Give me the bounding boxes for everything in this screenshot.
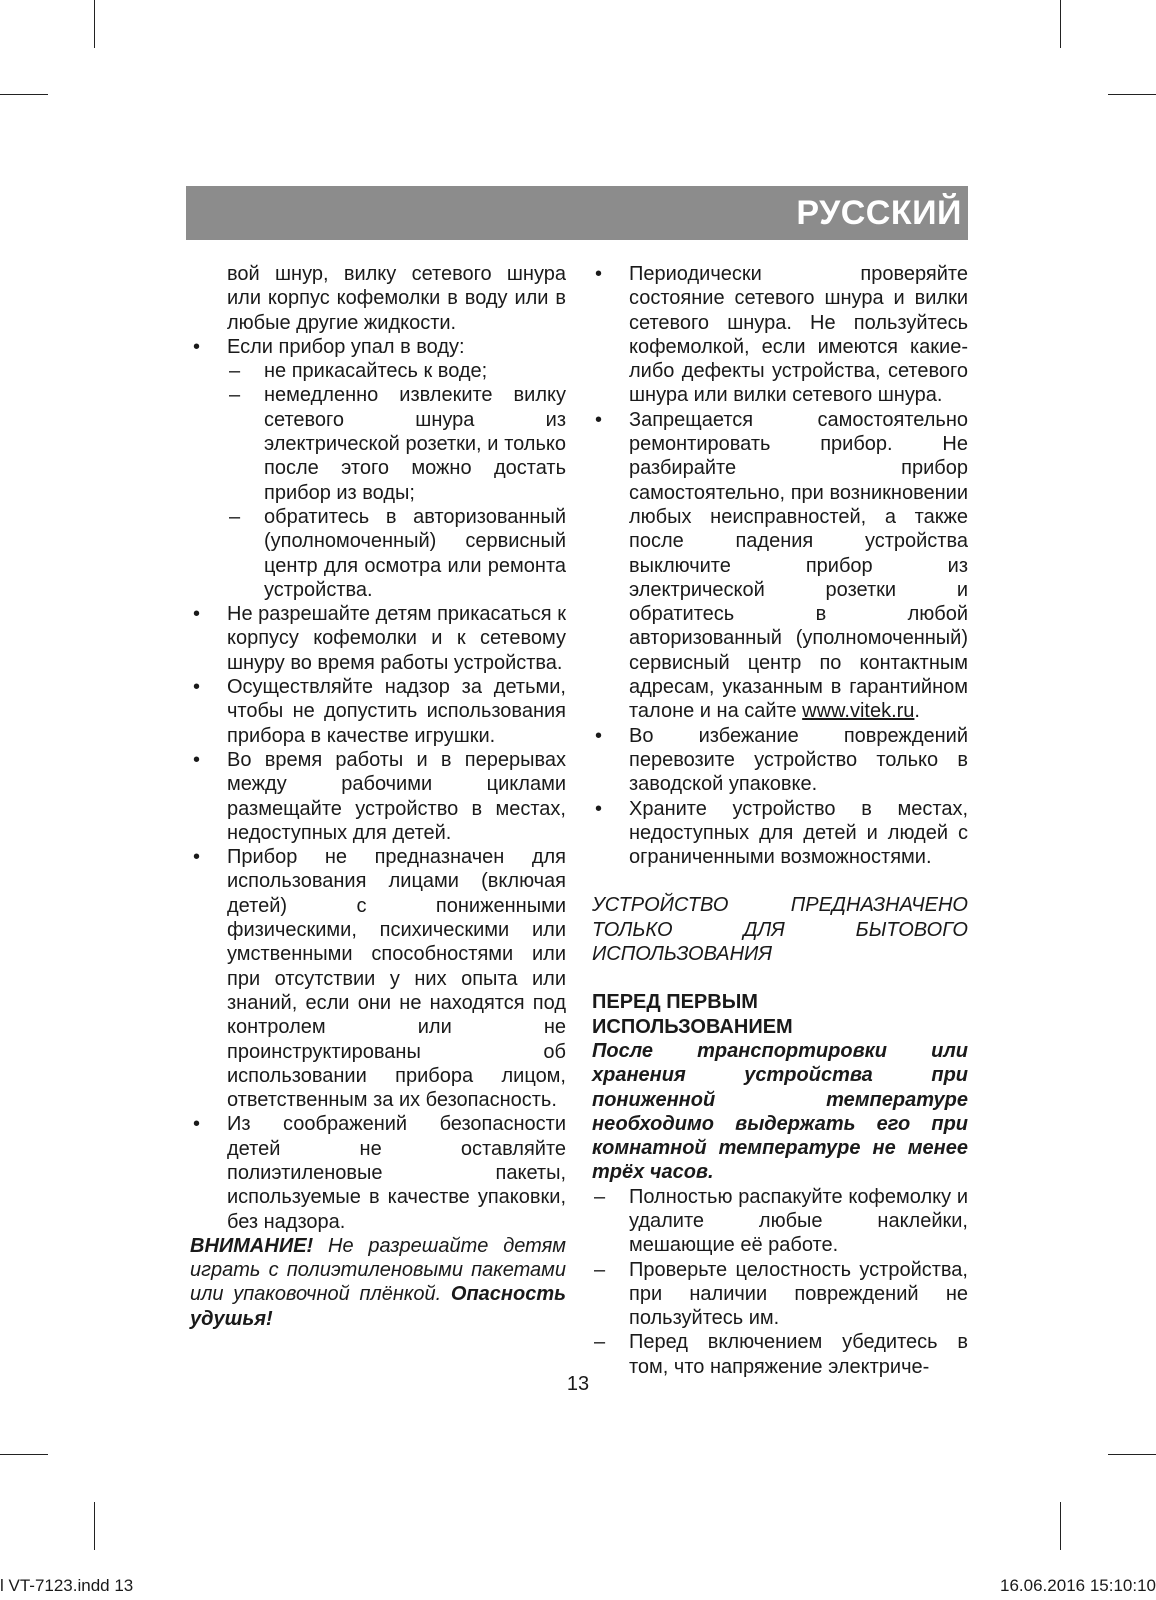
language-title: РУССКИЙ [796,194,962,232]
punctuation: . [914,700,920,723]
safety-list [190,335,566,1234]
list-item: • Осуществляйте надзор за детьми, чтобы не допустить использования прибора в качестве игрушки. [190,675,566,748]
crop-mark [1060,1502,1061,1550]
sub-list [227,359,566,602]
list-item: • Из соображений безопасности детей не оставляйте полиэтиленовые пакеты, используемые в качестве упаковки, без надзора. [190,1112,566,1233]
warning-paragraph [190,1234,566,1331]
spacer [592,869,968,893]
crop-mark [0,94,48,95]
warning-end: Опасность удушья! [190,1283,566,1330]
step-item: – Проверьте целостность устройства, при наличии повреждений не пользуйтесь им. [592,1258,968,1331]
sub-list-item: – обратитесь в авторизованный (уполномоченный) сервисный центр для осмотра или ремонта устройства. [227,505,566,602]
crop-mark [1108,94,1156,95]
safety-list [592,262,968,869]
list-item-text: Если прибор упал в воду: [227,335,465,358]
slug-filename: l VT-7123.indd 13 [0,1576,134,1595]
continued-text: вой шнур, вилку сетевого шнура или корпус кофемолки в воду или в любые другие жидкости. [227,263,566,334]
list-item [592,408,968,724]
list-item: • Периодически проверяйте состояние сетевого шнура и вилки сетевого шнура. Не пользуйтесь кофемолкой, если имеются какие-либо дефекты устройства, сетевого шнура или вилки сетевого шнура. [592,262,968,408]
list-item [190,335,566,602]
household-note: УСТРОЙСТВО ПРЕДНАЗНАЧЕНО ТОЛЬКО ДЛЯ БЫТОВОГО ИСПОЛЬЗОВАНИЯ [592,894,968,966]
step-item: – Перед включением убедитесь в том, что напряжение электриче- [592,1330,968,1379]
section-heading-line: ПЕРЕД ПЕРВЫМ [592,991,758,1014]
left-column [190,262,566,1331]
section-heading [592,990,968,1039]
steps-list [592,1185,968,1379]
crop-mark [0,1454,48,1455]
language-header-bar [186,186,968,240]
crop-mark [1108,1454,1156,1455]
list-item: • Храните устройство в местах, недоступных для детей и людей с ограниченными возможностями. [592,797,968,870]
transport-note: После транспортировки или хранения устройства при пониженной температуре необходимо выдержать его при комнатной температуре не менее трёх часов. [592,1039,968,1184]
list-item: • Во время работы и в перерывах между рабочими циклами размещайте устройство в местах, недоступных для детей. [190,748,566,845]
list-item: • Во избежание повреждений перевозите устройство только в заводской упаковке. [592,724,968,797]
slug-datetime: 16.06.2016 15:10:10 [1000,1576,1156,1595]
warning-text: Не разрешайте детям играть с полиэтиленовыми пакетами или упаковочной плёнкой. [190,1234,566,1306]
list-item-text: Запрещается самостоятельно ремонтировать прибор. Не разбирайте прибор самостоятельно, при возникновении любых неисправностей, а также после падения устройства выключите прибор из электрической розетки и обратитесь в любой авторизованный (уполномоченный) сервисный центр по контактным адресам, указанным в гарантийном талоне и на сайте [629,408,968,723]
warning-label: ВНИМАНИЕ! [190,1234,314,1257]
crop-mark [1060,0,1061,48]
sub-list-item: – немедленно извлеките вилку сетевого шнура из электрической розетки, и только после этого можно достать прибор из воды; [227,383,566,504]
website-link[interactable]: www.vitek.ru [802,700,915,723]
list-item: • Не разрешайте детям прикасаться к корпусу кофемолки и к сетевому шнуру во время работы устройства. [190,602,566,675]
page-number: 13 [566,1373,590,1395]
step-item: – Полностью распакуйте кофемолку и удалите любые наклейки, мешающие её работе. [592,1185,968,1258]
sub-list-item: – не прикасайтесь к воде; [227,359,566,383]
crop-mark [94,1502,95,1550]
list-item: • Прибор не предназначен для использования лицами (включая детей) с пониженными физическими, психическими или умственными способностями или при отсутствии у них опыта или знаний, если они не находятся под контролем или не проинструктированы об использовании прибора лицом, ответственным за их безопасность. [190,845,566,1112]
crop-mark [94,0,95,48]
right-column [592,262,968,1379]
section-heading-line: ИСПОЛЬЗОВАНИЕМ [592,1015,793,1038]
